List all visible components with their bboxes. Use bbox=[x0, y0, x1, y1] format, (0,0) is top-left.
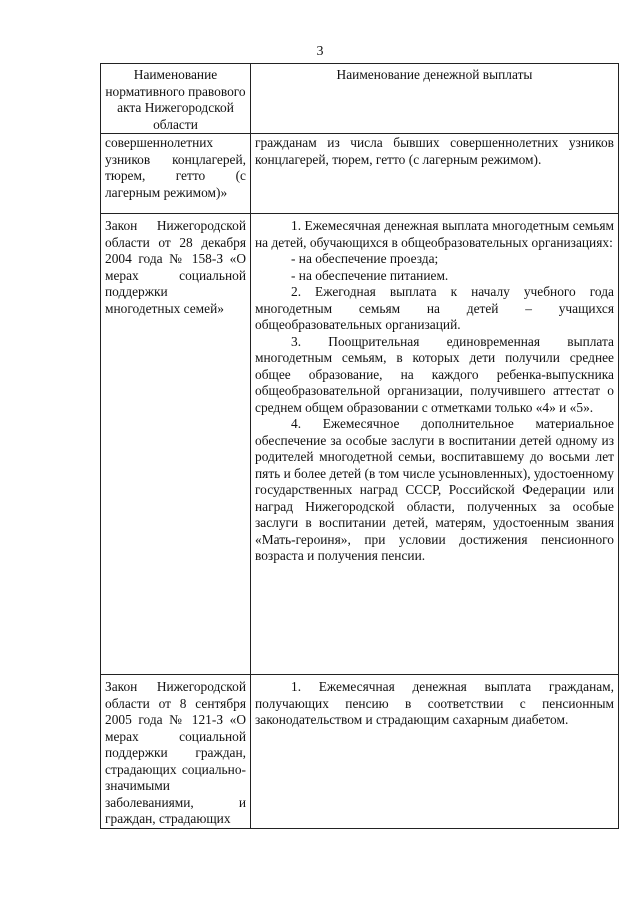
act-cell bbox=[101, 214, 251, 675]
table-row bbox=[101, 675, 619, 829]
payment-text: гражданам из числа бывших совершеннолетних узников концлагерей, тюрем, гетто (с лагерным режимом). bbox=[255, 135, 614, 167]
act-cell bbox=[101, 675, 251, 829]
payments-cell bbox=[251, 134, 619, 214]
payment-item: 1. Ежемесячная денежная выплата многодетным семьям на детей, обучающихся в общеобразовательных организациях: bbox=[255, 218, 614, 250]
act-text: Закон Нижегородской области от 28 декабря 2004 года № 158-З «О мерах социальной поддержки многодетных семей» bbox=[105, 218, 246, 316]
table-header-row bbox=[101, 64, 619, 134]
header-act-name: Наименование нормативного правового акта Нижегородской области bbox=[101, 64, 251, 134]
payment-item: 3. Поощрительная единовременная выплата многодетным семьям, в которых дети получили среднее общее образование, на каждого ребенка-выпускника общеобразовательной организации, получившего аттестат о среднем общем образовании с отметками только «4» и «5». bbox=[255, 333, 614, 415]
act-text: совершеннолетних узников концлагерей, тюрем, гетто (с лагерным режимом)» bbox=[105, 135, 246, 200]
page-number: 3 bbox=[316, 44, 324, 59]
payments-cell bbox=[251, 214, 619, 675]
payments-table bbox=[100, 63, 619, 829]
header-payment-name: Наименование денежной выплаты bbox=[251, 64, 619, 134]
table-row bbox=[101, 214, 619, 675]
payment-item: 1. Ежемесячная денежная выплата гражданам, получающих пенсию в соответствии с пенсионным законодательством и страдающим сахарным диабетом. bbox=[255, 679, 614, 727]
payment-item: 2. Ежегодная выплата к началу учебного года многодетным семьям на детей – учащихся общеобразовательных организаций. bbox=[255, 284, 614, 332]
act-cell bbox=[101, 134, 251, 214]
payment-item: 4. Ежемесячное дополнительное материальное обеспечение за особые заслуги в воспитании детей одному из родителей многодетной семьи, воспитавшему до восьми лет пять и более детей (в том числе усыновленных), удостоенному государственных наград СССР, Российской Федерации или наград Нижегородской области, полученных за особые заслуги в воспитании детей, матерям, удостоенным звания «Мать-героиня», при условии достижения пенсионного возраста и получения пенсии. bbox=[255, 416, 614, 563]
act-text: Закон Нижегородской области от 8 сентября 2005 года № 121-З «О мерах социальной поддержки граждан, страдающих социально-значимыми заболеваниями, и граждан, страдающих bbox=[105, 679, 246, 826]
payments-cell bbox=[251, 675, 619, 829]
payment-subitem: - на обеспечение питанием. bbox=[291, 267, 449, 283]
table-row bbox=[101, 134, 619, 214]
payment-subitem: - на обеспечение проезда; bbox=[291, 251, 439, 266]
